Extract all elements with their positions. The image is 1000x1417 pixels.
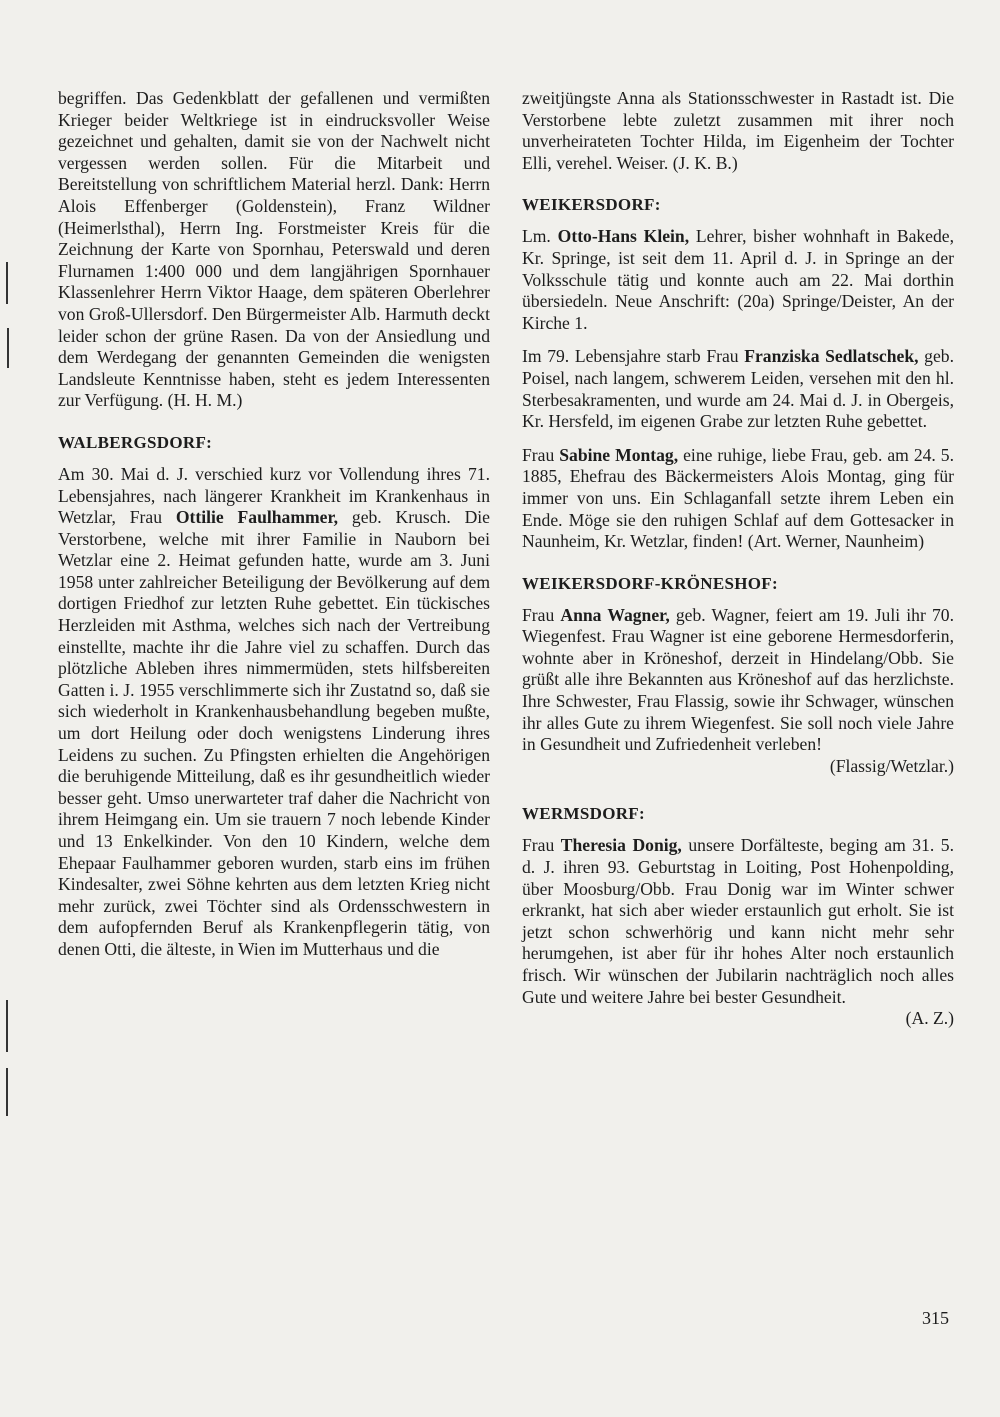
notice-prefix: Frau	[522, 444, 555, 465]
margin-mark	[6, 1068, 8, 1116]
notice-sedlatschek	[522, 346, 954, 432]
notice-text: Lehrer, bisher wohnhaft in Bakede, Kr. Springe, ist seit dem 11. April d. J. in Springe an der Volksschule tätig und konnte auch am 22. Mai dorthin übersiedeln. Neue Anschrift: (20a) Springe/Deister, An der Kirche 1.	[522, 226, 954, 333]
signature: (A. Z.)	[905, 1008, 954, 1029]
margin-mark	[6, 1000, 8, 1052]
person-name: Anna Wagner,	[560, 604, 670, 625]
notice-wagner	[522, 605, 954, 756]
intro-paragraph: begriffen. Das Gedenkblatt der gefallenen und vermißten Krieger beider Weltkriege ist in eindrucksvoller Weise gezeichnet und gehalten, damit sie von der Nachwelt nicht vergessen werden sollen. Für die Mitarbeit und Bereitstellung von schriftlichem Material herzl. Dank: Herrn Alois Effenberger (Goldenstein), Franz Wildner (Heimerlsthal), Herrn Ing. Forstmeister Kreis für die Zeichnung der Karte von Spornhau, Peterswald und deren Flurnamen 1:400 000 und dem langjährigen Spornhauer Klassenlehrer Herrn Viktor Haage, dem späteren Oberlehrer von Groß-Ullersdorf. Den Bürgermeister Alb. Harmuth deckt leider schon der grüne Rasen. Da von der Ansiedlung und dem Werdegang der genannten Gemeinden die wenigsten Landsleute Kenntnisse haben, steht es jedem Interessenten zur Verfügung. (H. H. M.)	[58, 88, 490, 411]
notice-text: unsere Dorfälteste, beging am 31. 5. d. J. ihren 93. Geburtstag in Loiting, Post Hohenpolding, über Moosburg/Obb. Frau Donig war im Winter schwer erkrankt, hat sich aber wieder erstaunlich gut erholt. Sie ist jetzt schon schwerhörig und kann nicht mehr sehr herumgehen, ist aber für ihr hohes Alter noch erstaunlich frisch. Wir wünschen der Jubilarin nachträglich noch alles Gute und weitere Jahre bei bester Gesundheit.	[522, 835, 955, 1007]
margin-mark	[7, 328, 9, 368]
section-heading-wermsdorf: WERMSDORF:	[522, 804, 645, 824]
notice-montag	[522, 445, 954, 553]
signature: (Flassig/Wetzlar.)	[829, 755, 954, 776]
obituary-text-before-name: Am 30. Mai d. J. verschied kurz vor Vollendung ihres 71. Lebensjahres, nach längerer Krankheit im Krankenhaus in Wetzlar, Frau	[58, 463, 490, 528]
section-heading-weikersdorf: WEIKERSDORF:	[522, 195, 661, 215]
person-name: Theresia Donig,	[560, 835, 682, 856]
left-column	[58, 88, 490, 961]
notice-text: geb. Poisel, nach langem, schwerem Leiden, versehen mit den hl. Sterbesakramenten, und wurde am 24. Mai d. J. in Obergeis, Kr. Hersfeld, im eigenen Grabe zur letzten Ruhe gebettet.	[522, 346, 954, 432]
notice-prefix: Im 79. Lebensjahre starb Frau	[522, 346, 739, 367]
notice-prefix: Frau	[522, 604, 555, 625]
margin-mark	[6, 262, 8, 304]
right-column	[522, 88, 954, 1030]
continuation-paragraph: zweitjüngste Anna als Stationsschwester in Rastadt ist. Die Verstorbene lebte zuletzt zusammen mit ihrer noch unverheirateten Tochter Hilda, im Eigenheim der Tochter Elli, verehel. Weiser. (J. K. B.)	[522, 88, 954, 173]
obituary-text-after-name: geb. Krusch. Die Verstorbene, welche mit ihrer Familie in Nauborn bei Wetzlar eine 2. Heimat gefunden hatte, wurde am 3. Juni 1958 unter zahlreicher Beteiligung der Bevölkerung auf dem dortigen Friedhof zur letzten Ruhe gebettet. Ein tückisches Herzleiden mit Asthma, welches sich nach der Vertreibung einstellte, machte ihr die Jahre viel zu schaffen. Durch das plötzliche Ableben ihres nimmermüden, stets hilfsbereiten Gatten i. J. 1955 verschlimmerte sich ihr Zustatnd so, daß sie sich wiederholt in Krankenhausbehandlung begeben mußte, um dort Heilung oder doch wenigstens Linderung ihres Leidens zu suchen. Zu Pfingsten erhielten die Angehörigen die beruhigende Mitteilung, daß es ihr gesundheitlich wieder besser geht. Umso unerwarteter traf daher die Nachricht von ihrem Heimgang ein. Um sie trauern 7 noch lebende Kinder und 13 Enkelkinder. Von den 10 Kindern, welche dem Ehepaar Faulhammer geboren wurden, starb eins im frühen Kindesalter, zwei Söhne kehrten aus dem letzten Krieg nicht mehr zurück, zwei Töchter sind als Ordensschwestern in dem aufopfernden Beruf als Krankenpflegerin tätig, von denen Otti, die älteste, in Wien im Mutterhaus und die	[58, 507, 490, 959]
notice-text: eine ruhige, liebe Frau, geb. am 24. 5. 1885, Ehefrau des Bäckermeisters Alois Montag, ging für immer von uns. Ein Schlaganfall setzte ihrem Leben ein Ende. Möge sie den ruhigen Schlaf auf dem Gottesacker in Naunheim, Kr. Wetzlar, finden! (Art. Werner, Naunheim)	[522, 444, 954, 552]
notice-donig	[522, 835, 954, 1008]
person-name: Sabine Montag,	[559, 444, 679, 465]
obituary-faulhammer	[58, 464, 490, 961]
section-heading-walbergsdorf: WALBERGSDORF:	[58, 432, 213, 452]
notice-prefix: Frau	[522, 835, 555, 856]
page-number: 315	[922, 1308, 949, 1328]
section-heading-kroeneshof: WEIKERSDORF-KRÖNESHOF:	[522, 573, 778, 593]
notice-text: geb. Wagner, feiert am 19. Juli ihr 70. Wiegenfest. Frau Wagner ist eine geborene Hermesdorferin, wohnte aber in Kröneshof, derzeit in Hindelang/Obb. Sie grüßt alle ihre Bekannten aus Kröneshof auf das herzlichste. Ihre Schwester, Frau Flassig, sowie ihr Schwager, wünschen ihr alles Gute zu ihrem Wiegenfest. Sie soll noch viele Jahre in Gesundheit und Zufriedenheit verleben!	[522, 604, 954, 755]
person-name: Ottilie Faulhammer,	[175, 507, 339, 528]
person-name: Otto-Hans Klein,	[557, 226, 690, 247]
person-name: Franziska Sedlatschek,	[744, 346, 919, 367]
notice-klein	[522, 226, 954, 334]
notice-prefix: Lm.	[522, 226, 551, 247]
